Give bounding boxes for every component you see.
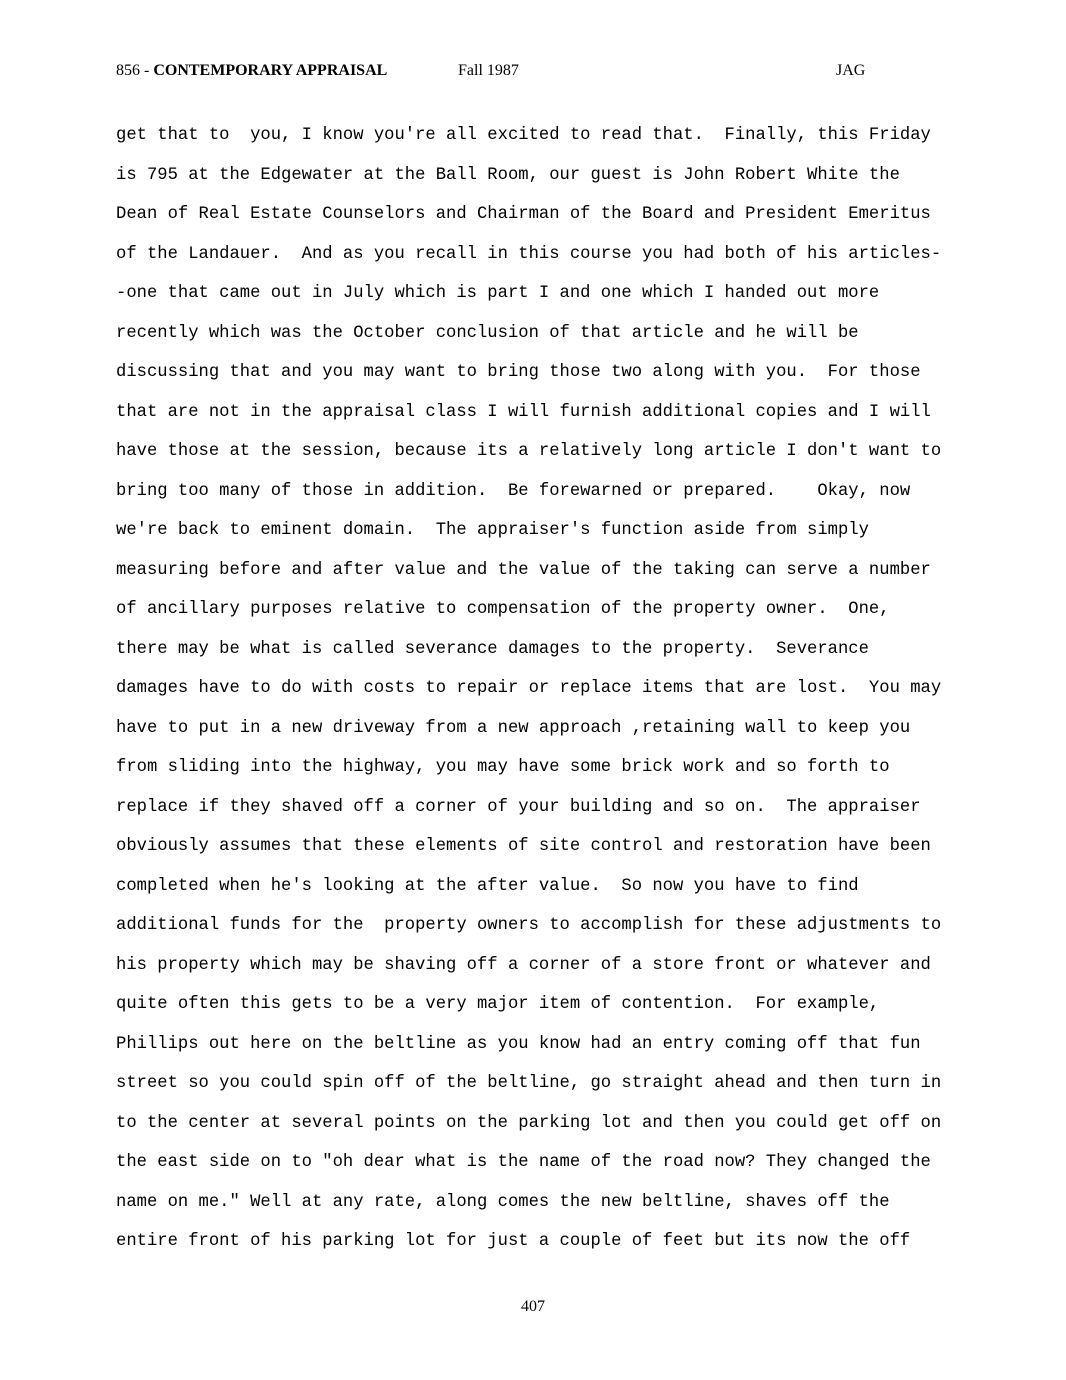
text-line: have those at the session, because its a relatively long article I don't want to: [116, 442, 942, 461]
text-line: -one that came out in July which is part I and one which I handed out more: [116, 284, 880, 303]
text-line: street so you could spin off of the beltline, go straight ahead and then turn in: [116, 1074, 942, 1093]
text-line: his property which may be shaving off a corner of a store front or whatever and: [116, 955, 931, 975]
page-number: 407: [521, 1298, 545, 1315]
text-line: of ancillary purposes relative to compensation of the property owner. One,: [116, 600, 890, 619]
text-line: measuring before and after value and the value of the taking can serve a number: [116, 560, 931, 580]
text-line: additional funds for the property owners to accomplish for these adjustments to: [116, 916, 942, 935]
text-line: replace if they shaved off a corner of your building and so on. The appraiser: [116, 797, 921, 817]
text-line: obviously assumes that these elements of site control and restoration have been: [116, 837, 931, 856]
text-line: recently which was the October conclusion of that article and he will be: [116, 323, 859, 343]
text-line: completed when he's looking at the after value. So now you have to find: [116, 876, 859, 896]
page-header: [116, 62, 916, 86]
text-line: damages have to do with costs to repair or replace items that are lost. You may: [116, 679, 942, 698]
text-line: have to put in a new driveway from a new approach ,retaining wall to keep you: [116, 718, 911, 738]
text-line: from sliding into the highway, you may have some brick work and so forth to: [116, 758, 890, 777]
course-number: 856 -: [116, 62, 154, 79]
author-initials: JAG: [836, 62, 866, 79]
text-line: name on me." Well at any rate, along comes the new beltline, shaves off the: [116, 1192, 890, 1212]
course-heading: [116, 62, 387, 80]
text-line: entire front of his parking lot for just a couple of feet but its now the off: [116, 1232, 911, 1251]
text-line: of the Landauer. And as you recall in this course you had both of his articles-: [116, 244, 942, 264]
text-line: to the center at several points on the parking lot and then you could get off on: [116, 1113, 942, 1133]
text-line: discussing that and you may want to bring those two along with you. For those: [116, 363, 921, 382]
text-line: we're back to eminent domain. The appraiser's function aside from simply: [116, 521, 869, 540]
text-line: Dean of Real Estate Counselors and Chairman of the Board and President Emeritus: [116, 205, 931, 224]
text-line: bring too many of those in addition. Be forewarned or prepared. Okay, now: [116, 481, 911, 501]
transcript-body: [116, 116, 966, 1262]
text-line: there may be what is called severance damages to the property. Severance: [116, 639, 869, 659]
text-line: that are not in the appraisal class I will furnish additional copies and I will: [116, 402, 931, 422]
text-line: quite often this gets to be a very major item of contention. For example,: [116, 995, 880, 1014]
term-label: Fall 1987: [458, 62, 519, 79]
text-line: is 795 at the Edgewater at the Ball Room, our guest is John Robert White the: [116, 165, 900, 185]
text-line: Phillips out here on the beltline as you know had an entry coming off that fun: [116, 1034, 921, 1054]
text-line: the east side on to "oh dear what is the name of the road now? They changed the: [116, 1153, 931, 1172]
text-line: get that to you, I know you're all excited to read that. Finally, this Friday: [116, 126, 931, 145]
course-title: CONTEMPORARY APPRAISAL: [153, 62, 388, 79]
